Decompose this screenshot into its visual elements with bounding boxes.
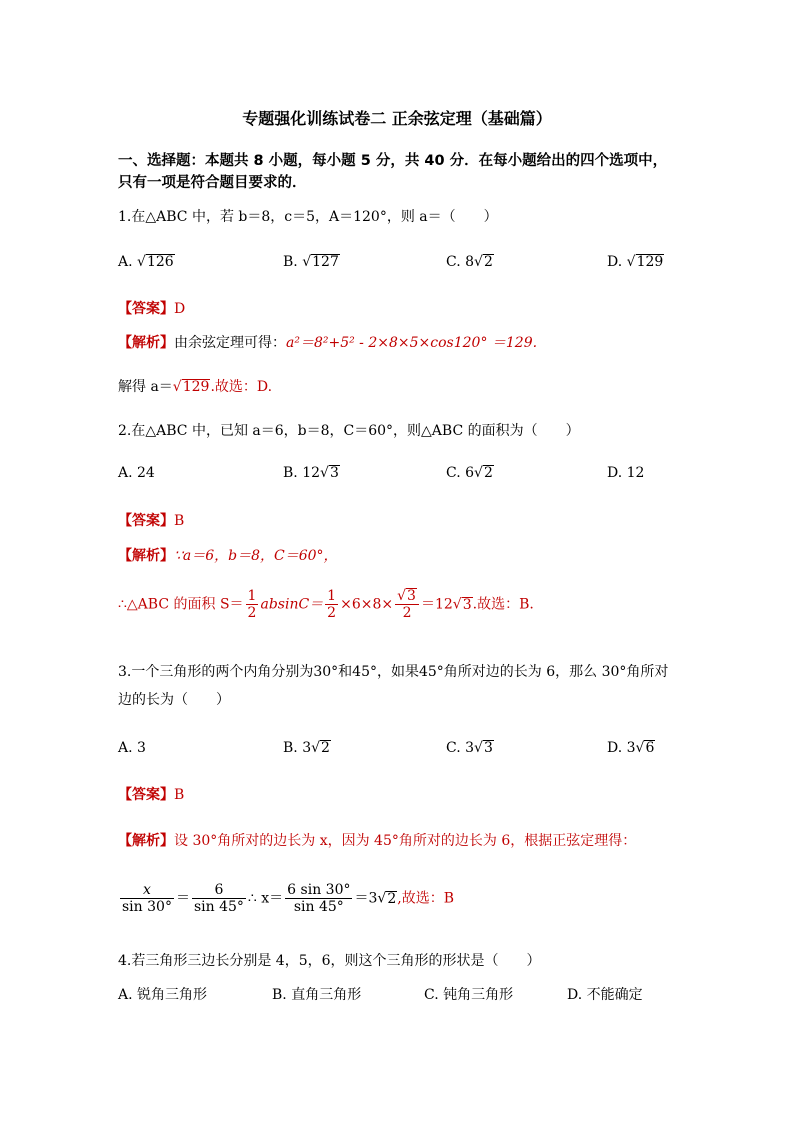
question-4-stem: 4.若三角形三边长分别是 4，5，6，则这个三角形的形状是（ ） xyxy=(118,953,541,969)
q2-option-c[interactable]: C. 6√2 xyxy=(446,465,493,481)
q1-option-c[interactable]: C. 8√2 xyxy=(446,254,493,270)
q3-sine-law-formula: $\frac{x}{\sin 30^\circ}$ ＝ $\frac{6}{\sin 45^\circ}$ ∴ x＝ $\frac{6 \sin 30^\circ}{\sin 45^\circ}$ ＝3√2,故选：B xyxy=(122,882,454,915)
q2-area-formula: ∴△ABC 的面积 S＝ $\frac{1}{2}$ absinC＝ $\frac{1}{2}$ ×6×8× $\frac{√3}{2}$ ＝12√3.故选：B. xyxy=(118,588,534,621)
q1-answer: 【答案】D xyxy=(118,301,186,317)
question-2-stem: 2.在△ABC 中，已知 a＝6，b＝8，C＝60°，则△ABC 的面积为（ ） xyxy=(118,423,580,439)
q3-option-a[interactable]: A. 3 xyxy=(118,740,146,756)
q1-solution: 解得 a＝√129.故选：D. xyxy=(118,379,273,395)
q2-option-b[interactable]: B. 12√3 xyxy=(283,465,339,481)
q1-analysis: 【解析】由余弦定理可得：a²＝8²+5² - 2×8×5×cos120° ＝129. xyxy=(118,335,538,351)
question-1-stem: 1.在△ABC 中，若 b＝8，c＝5，A＝120°，则 a＝（ ） xyxy=(118,209,498,225)
q3-analysis: 【解析】设 30°角所对的边长为 x，因为 45°角所对的边长为 6，根据正弦定理得： xyxy=(118,833,637,849)
fraction-half-2: $\frac{1}{2}$ xyxy=(327,588,337,621)
q4-option-b[interactable]: B. 直角三角形 xyxy=(272,987,362,1003)
q2-option-d[interactable]: D. 12 xyxy=(607,465,645,481)
q3-option-c[interactable]: C. 3√3 xyxy=(446,740,493,756)
q2-answer: 【答案】B xyxy=(118,513,185,529)
question-3-stem: 3.一个三角形的两个内角分别为30°和45°，如果45°角所对边的长为 6，那么 30°角所对边的长为（ ） xyxy=(118,664,669,708)
q4-option-a[interactable]: A. 锐角三角形 xyxy=(118,987,208,1003)
fraction-root3-over-2: $\frac{√3}{2}$ xyxy=(395,588,419,621)
page-title: 专题强化训练试卷二 正余弦定理（基础篇） xyxy=(242,109,552,128)
q3-option-b[interactable]: B. 3√2 xyxy=(283,740,330,756)
q1-option-a[interactable]: A. √126 xyxy=(118,254,174,270)
q1-option-b[interactable]: B. √127 xyxy=(283,254,339,270)
q2-analysis: 【解析】∵a＝6，b＝8，C＝60°， xyxy=(118,548,338,564)
q2-option-a[interactable]: A. 24 xyxy=(118,465,155,481)
q3-option-d[interactable]: D. 3√6 xyxy=(607,740,655,756)
q3-answer: 【答案】B xyxy=(118,787,185,803)
q4-option-d[interactable]: D. 不能确定 xyxy=(567,987,643,1003)
section-heading: 一、选择题：本题共 8 小题，每小题 5 分，共 40 分．在每小题给出的四个选项中，只有一项是符合题目要求的． xyxy=(118,153,668,191)
q4-option-c[interactable]: C. 钝角三角形 xyxy=(424,987,514,1003)
fraction-half: $\frac{1}{2}$ xyxy=(247,588,257,621)
q1-option-d[interactable]: D. √129 xyxy=(607,254,664,270)
